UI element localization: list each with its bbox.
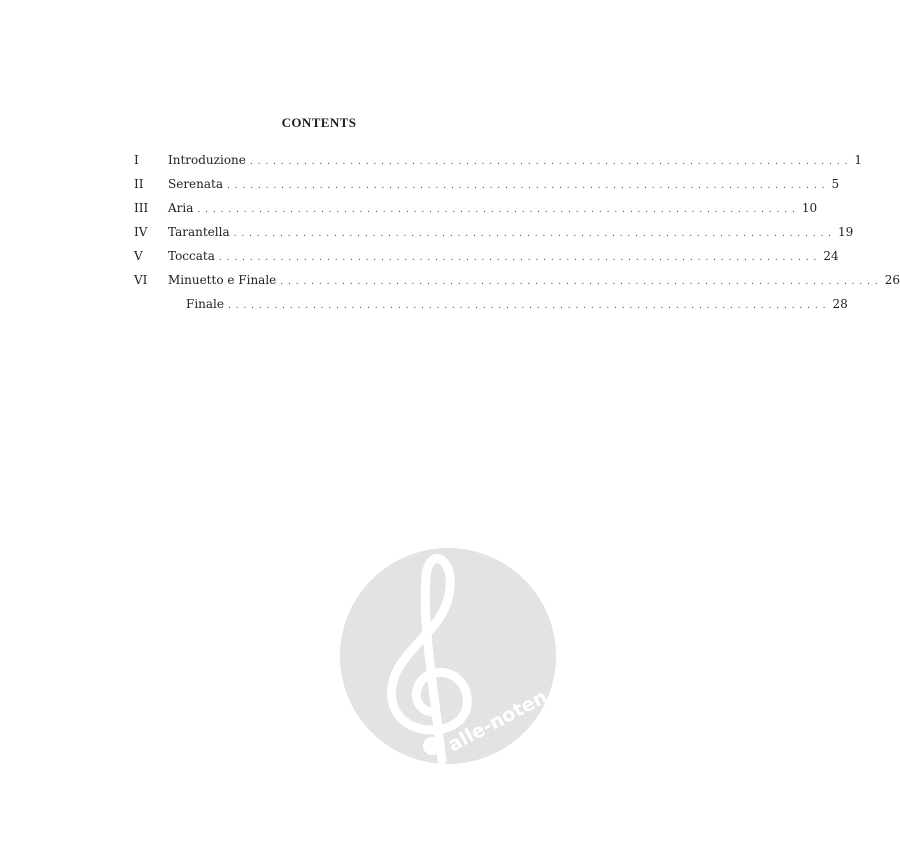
toc-row-subentry: [134, 294, 848, 318]
toc-entry: [168, 246, 839, 268]
dot-leader: [228, 296, 826, 316]
toc-title: Aria: [168, 201, 194, 215]
dot-leader: [250, 152, 848, 172]
dot-leader: [280, 272, 878, 292]
toc-number: II: [134, 177, 144, 191]
toc-page-number: 10: [801, 201, 818, 215]
toc-title: Tarantella: [168, 225, 230, 239]
toc-title: Minuetto e Finale: [168, 273, 277, 287]
toc-entry: [168, 270, 900, 292]
toc-row: [134, 222, 854, 246]
dot-leader: [219, 248, 817, 268]
toc-row: [134, 150, 862, 174]
toc-row: [134, 174, 840, 198]
toc-page-number: 26: [884, 273, 900, 287]
toc-page-number: 19: [838, 225, 854, 239]
toc-number: V: [134, 249, 143, 263]
toc-number: I: [134, 153, 139, 167]
toc-row: [134, 270, 900, 294]
toc-page-number: 24: [823, 249, 839, 263]
toc-entry: [186, 294, 848, 316]
toc-title: Serenata: [168, 177, 224, 191]
dot-leader: [227, 176, 825, 196]
toc-number: III: [134, 201, 149, 215]
toc-title: Toccata: [168, 249, 215, 263]
toc-page-number: 5: [831, 177, 840, 191]
dot-leader: [234, 224, 832, 244]
toc-entry: [168, 150, 862, 172]
toc-row: [134, 246, 839, 270]
toc-entry: [168, 198, 818, 220]
toc-page-number: 1: [854, 153, 862, 167]
page-title: CONTENTS: [281, 115, 357, 130]
watermark-logo: [340, 548, 581, 764]
toc-number: IV: [134, 225, 148, 239]
toc-page-number: 28: [832, 297, 848, 311]
dot-leader: [197, 200, 795, 220]
toc-row: [134, 198, 818, 222]
toc-title: Finale: [186, 297, 224, 311]
watermark-logo-group: [340, 548, 581, 764]
toc-entry: [168, 222, 854, 244]
toc-title: Introduzione: [168, 153, 246, 167]
toc-entry: [168, 174, 840, 196]
table-of-contents: [134, 150, 900, 318]
watermark-text: alle-noten.de: [444, 669, 581, 757]
toc-number: VI: [134, 273, 148, 287]
